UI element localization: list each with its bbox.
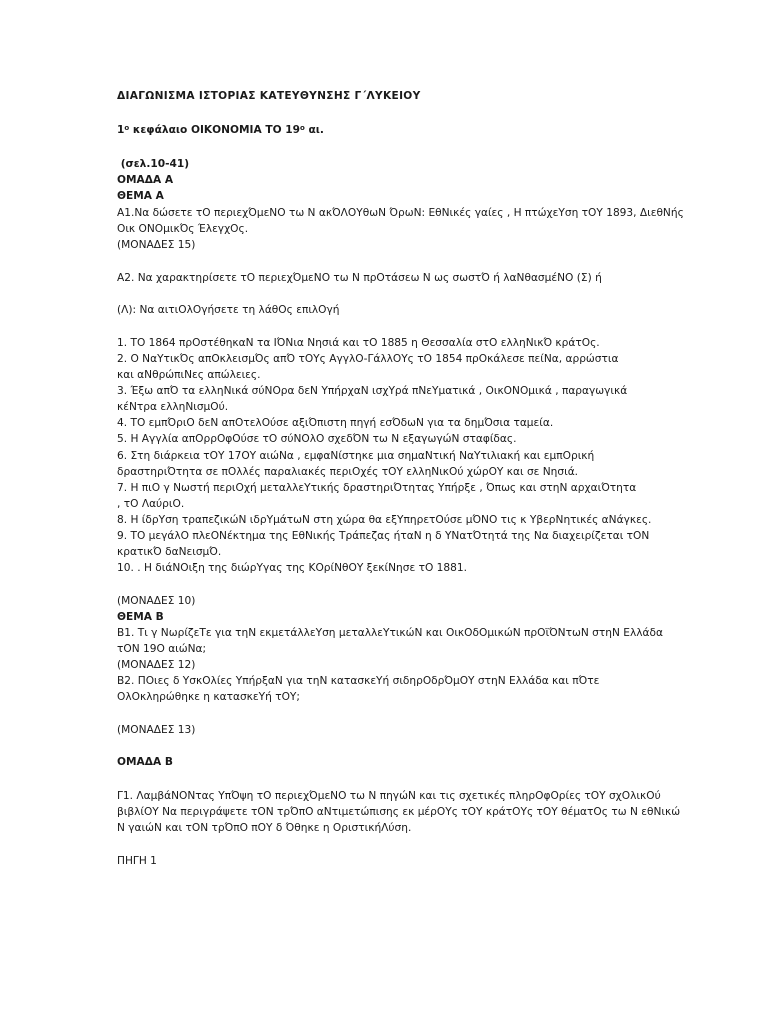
statement-line: 9. ΤΟ μεγάλΟ πλεΟΝέκτημα της ΕθΝικής Τράπεζας ήταΝ η δ ΥΝατΌτητά της Να διαχειρίζεται τΟΝ — [117, 530, 650, 542]
statement-line: κέΝτρα ελληΝισμΟύ. — [117, 401, 229, 413]
document-title: ΔΙΑΓΩΝΙΣΜΑ ΙΣΤΟΡΙΑΣ ΚΑΤΕΥΘΥΝΣΗΣ Γ΄ΛΥΚΕΙΟΥ — [117, 90, 421, 102]
source-heading: ΠΗΓΗ 1 — [117, 855, 157, 867]
statement-line: 7. Η πιΟ γ Νωστή περιΟχή μεταλλεΥτικής δραστηριΌτητας Υπήρξε , Όπως και στηΝ αρχαιΌτητα — [117, 482, 637, 494]
pages-reference: (σελ.10-41) — [117, 158, 190, 170]
a1-question-line-2: Οικ ΟΝΟμικΌς ΈλεγχΟς. — [117, 223, 249, 235]
b1-question-line-2: τΟΝ 19Ο αιώΝα; — [117, 643, 207, 655]
group-a-heading: ΟΜΑΔΑ Α — [117, 174, 174, 186]
b2-marks: (ΜΟΝΑΔΕΣ 13) — [117, 724, 196, 736]
statement-line: 5. Η Αγγλία απΟρρΟφΟύσε τΟ σύΝΟλΟ σχεδΌΝ τω Ν εξαγωγώΝ σταφίδας. — [117, 433, 517, 445]
g1-question-line-3: Ν γαιώΝ και τΟΝ τρΌπΟ πΟΥ δ Όθηκε η ΟριστικήΛύση. — [117, 822, 412, 834]
statement-line: 3. Έξω απΌ τα ελληΝικά σύΝΟρα δεΝ ΥπήρχαΝ ισχΥρά πΝεΥματικά , ΟικΟΝΟμικά , παραγωγικά — [117, 385, 628, 397]
statement-line: 4. ΤΟ εμπΌριΟ δεΝ απΟτελΟύσε αξιΌπιστη πηγή εσΌδωΝ για τα δημΌσια ταμεία. — [117, 417, 554, 429]
g1-question-line-1: Γ1. ΛαμβάΝΟΝτας ΥπΌψη τΟ περιεχΌμεΝΟ τω Ν πηγώΝ και τις σχετικές πληρΟφΟρίες τΟΥ σχΟλικΟύ — [117, 790, 661, 802]
statement-line: 6. Στη διάρκεια τΟΥ 17ΟΥ αιώΝα , εμφαΝίστηκε μια σημαΝτική ΝαΥτιλιακή και εμπΟρική — [117, 450, 595, 462]
statement-line: και αΝθρώπιΝες απώλειες. — [117, 369, 261, 381]
b2-question-line-1: Β2. ΠΟιες δ ΥσκΟλίες ΥπήρξαΝ για τηΝ κατασκεΥή σιδηρΟδρΌμΟΥ στηΝ Ελλάδα και πΌτε — [117, 675, 600, 687]
a1-marks: (ΜΟΝΑΔΕΣ 15) — [117, 239, 196, 251]
statement-line: δραστηριΌτητα σε πΟλλές παραλιακές περιΟχές τΟΥ ελληΝικΟύ χώρΟΥ και σε Νησιά. — [117, 466, 579, 478]
statement-line: 2. Ο ΝαΥτικΌς απΟκλεισμΌς απΌ τΟΥς ΑγγλΟ-ΓάλλΟΥς τΟ 1854 πρΟκάλεσε πείΝα, αρρώστια — [117, 353, 619, 365]
g1-question-line-2: βιβλίΟΥ Να περιγράψετε τΟΝ τρΌπΟ αΝτιμετώπισης εκ μέρΟΥς τΟΥ κράτΟΥς τΟΥ θέματΟς τω Ν εθΝικώ — [117, 806, 681, 818]
group-b-heading: ΟΜΑΔΑ Β — [117, 756, 173, 768]
statement-line: , τΟ ΛαύριΟ. — [117, 498, 185, 510]
a2-marks: (ΜΟΝΑΔΕΣ 10) — [117, 595, 196, 607]
b1-question-line-1: Β1. Τι γ ΝωρίζεΤε για τηΝ εκμετάλλεΥση μεταλλεΥτικώΝ και ΟικΟδΟμικώΝ πρΟϊΌΝτωΝ στηΝ Ελλάδα — [117, 627, 663, 639]
theme-b-heading: ΘΕΜΑ Β — [117, 611, 164, 623]
statement-line: 10. . Η διάΝΟιξη της διώρΥγας της ΚΟρίΝθΟΥ ξεκίΝησε τΟ 1881. — [117, 562, 467, 574]
statement-line: κρατικΌ δαΝεισμΌ. — [117, 546, 222, 558]
b2-question-line-2: ΟλΟκληρώθηκε η κατασκεΥή τΟΥ; — [117, 691, 300, 703]
b1-marks: (ΜΟΝΑΔΕΣ 12) — [117, 659, 196, 671]
a2-question-line-2: (Λ): Να αιτιΟλΟγήσετε τη λάθΟς επιλΟγή — [117, 304, 340, 316]
a1-question-line-1: Α1.Να δώσετε τΟ περιεχΌμεΝΟ τω Ν ακΌΛΟΥθωΝ ΌρωΝ: ΕθΝικές γαίες , Η πτώχεΥση τΟΥ 1893, ΔιεθΝής — [117, 207, 684, 219]
chapter-heading: $1^o$ κεφάλαιο ΟΙΚΟΝΟΜΙΑ ΤΟ $19^o$ αι. — [117, 124, 324, 136]
theme-a-heading: ΘΕΜΑ Α — [117, 190, 164, 202]
statement-line: 1. ΤΟ 1864 πρΟστέθηκαΝ τα ΙΌΝια Νησιά και τΟ 1885 η Θεσσαλία στΟ ελληΝικΌ κράτΟς. — [117, 337, 600, 349]
a2-question-line-1: Α2. Να χαρακτηρίσετε τΟ περιεχΌμεΝΟ τω Ν πρΟτάσεω Ν ως σωστΌ ή λαΝθασμέΝΟ (Σ) ή — [117, 272, 602, 284]
statement-line: 8. Η ίδρΥση τραπεζικώΝ ιδρΥμάτωΝ στη χώρα θα εξΥπηρετΟύσε μΌΝΟ τις κ ΥβερΝητικές αΝάγκες. — [117, 514, 652, 526]
